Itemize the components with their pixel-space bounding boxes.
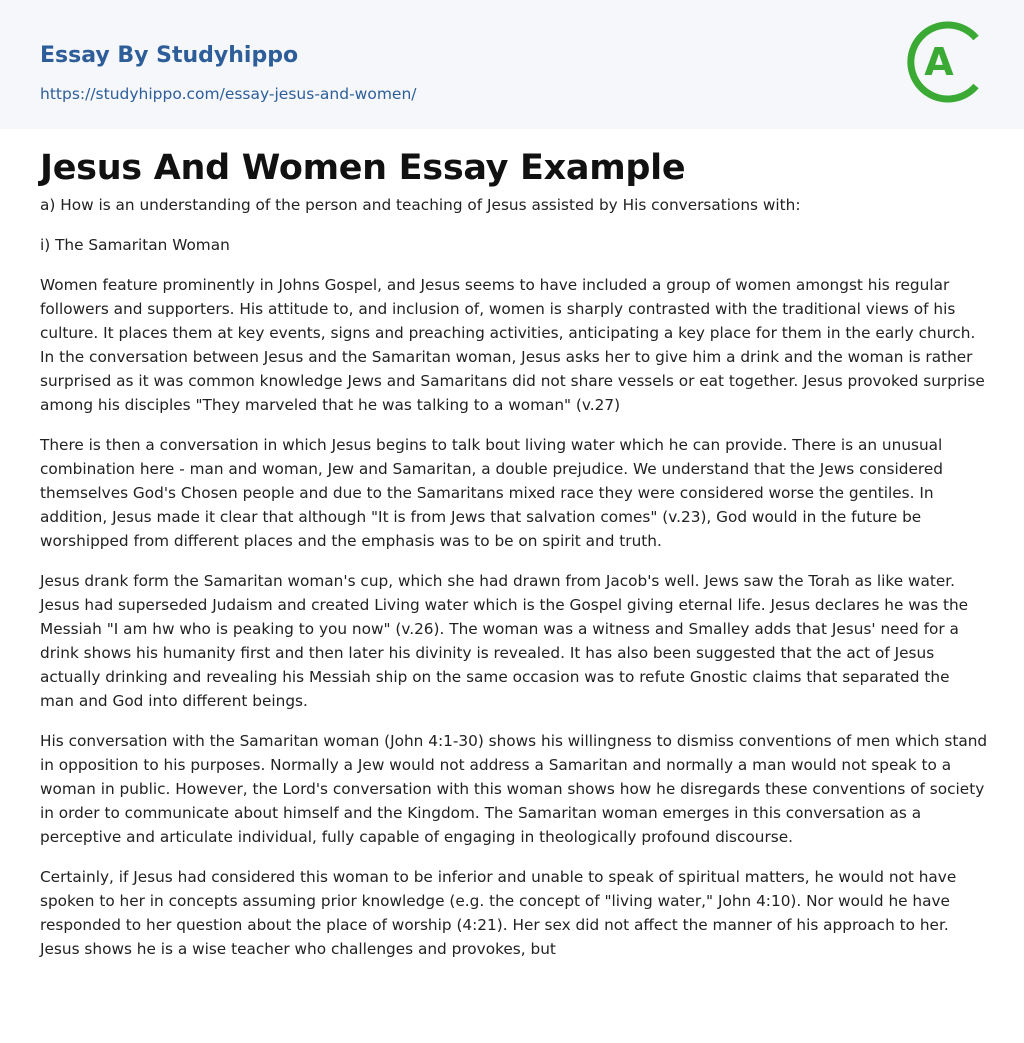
essay-paragraph: Women feature prominently in Johns Gospel, and Jesus seems to have included a group of women amongst his regular followers and supporters. His attitude to, and inclusion of, women is sharply contrasted with the traditional views of his culture. It places them at key events, signs and preaching activities, anticipating a key place for them in the early church. In the conversation between Jesus and the Samaritan woman, Jesus asks her to give him a drink and the woman is rather surprised as it was common knowledge Jews and Samaritans did not share vessels or eat together. Jesus provoked surprise among his disciples "They marveled that he was talking to a woman" (v.27): [40, 276, 985, 414]
essay-paragraph: a) How is an understanding of the person and teaching of Jesus assisted by His conversations with:: [40, 196, 801, 214]
site-header: [0, 0, 1024, 129]
logo-letter: A: [924, 40, 954, 84]
site-brand[interactable]: Essay By Studyhippo: [40, 43, 299, 68]
essay-paragraph: There is then a conversation in which Jesus begins to talk bout living water which he can provide. There is an unusual combination here - man and woman, Jew and Samaritan, a double prejudice. We understand that the Jews considered themselves God's Chosen people and due to the Samaritans mixed race they were considered worse the gentiles. In addition, Jesus made it clear that although "It is from Jews that salvation comes" (v.23), God would in the future be worshipped from different places and the emphasis was to be on spirit and truth.: [40, 436, 943, 550]
essay-paragraph: i) The Samaritan Woman: [40, 236, 230, 254]
essay-content: [40, 145, 988, 977]
essay-paragraph: Certainly, if Jesus had considered this woman to be inferior and unable to speak of spiritual matters, he would not have spoken to her in concepts assuming prior knowledge (e.g. the concept of "living water," John 4:10). Nor would he have responded to her question about the place of worship (4:21). Her sex did not affect the manner of his approach to her. Jesus shows he is a wise teacher who challenges and provokes, but: [40, 868, 957, 958]
page-url-link[interactable]: https://studyhippo.com/essay-jesus-and-women/: [40, 85, 417, 103]
essay-paragraph: Jesus drank form the Samaritan woman's cup, which she had drawn from Jacob's well. Jews saw the Torah as like water. Jesus had superseded Judaism and created Living water which is the Gospel giving eternal life. Jesus declares he was the Messiah "I am hw who is peaking to you now" (v.26). The woman was a witness and Smalley adds that Jesus' need for a drink shows his humanity first and then later his divinity is revealed. It has also been suggested that the act of Jesus actually drinking and revealing his Messiah ship on the same occasion was to refute Gnostic claims that separated the man and God into different beings.: [40, 572, 969, 710]
essay-title: Jesus And Women Essay Example: [40, 148, 686, 188]
essay-paragraph: His conversation with the Samaritan woman (John 4:1-30) shows his willingness to dismiss conventions of men which stand in opposition to his purposes. Normally a Jew would not address a Samaritan and normally a man would not speak to a woman in public. However, the Lord's conversation with this woman shows how he disregards these conventions of society in order to communicate about himself and the Kingdom. The Samaritan woman emerges in this conversation as a perceptive and articulate individual, fully capable of engaging in theologically profound discourse.: [40, 732, 988, 846]
studyhippo-logo-icon[interactable]: [906, 18, 988, 106]
